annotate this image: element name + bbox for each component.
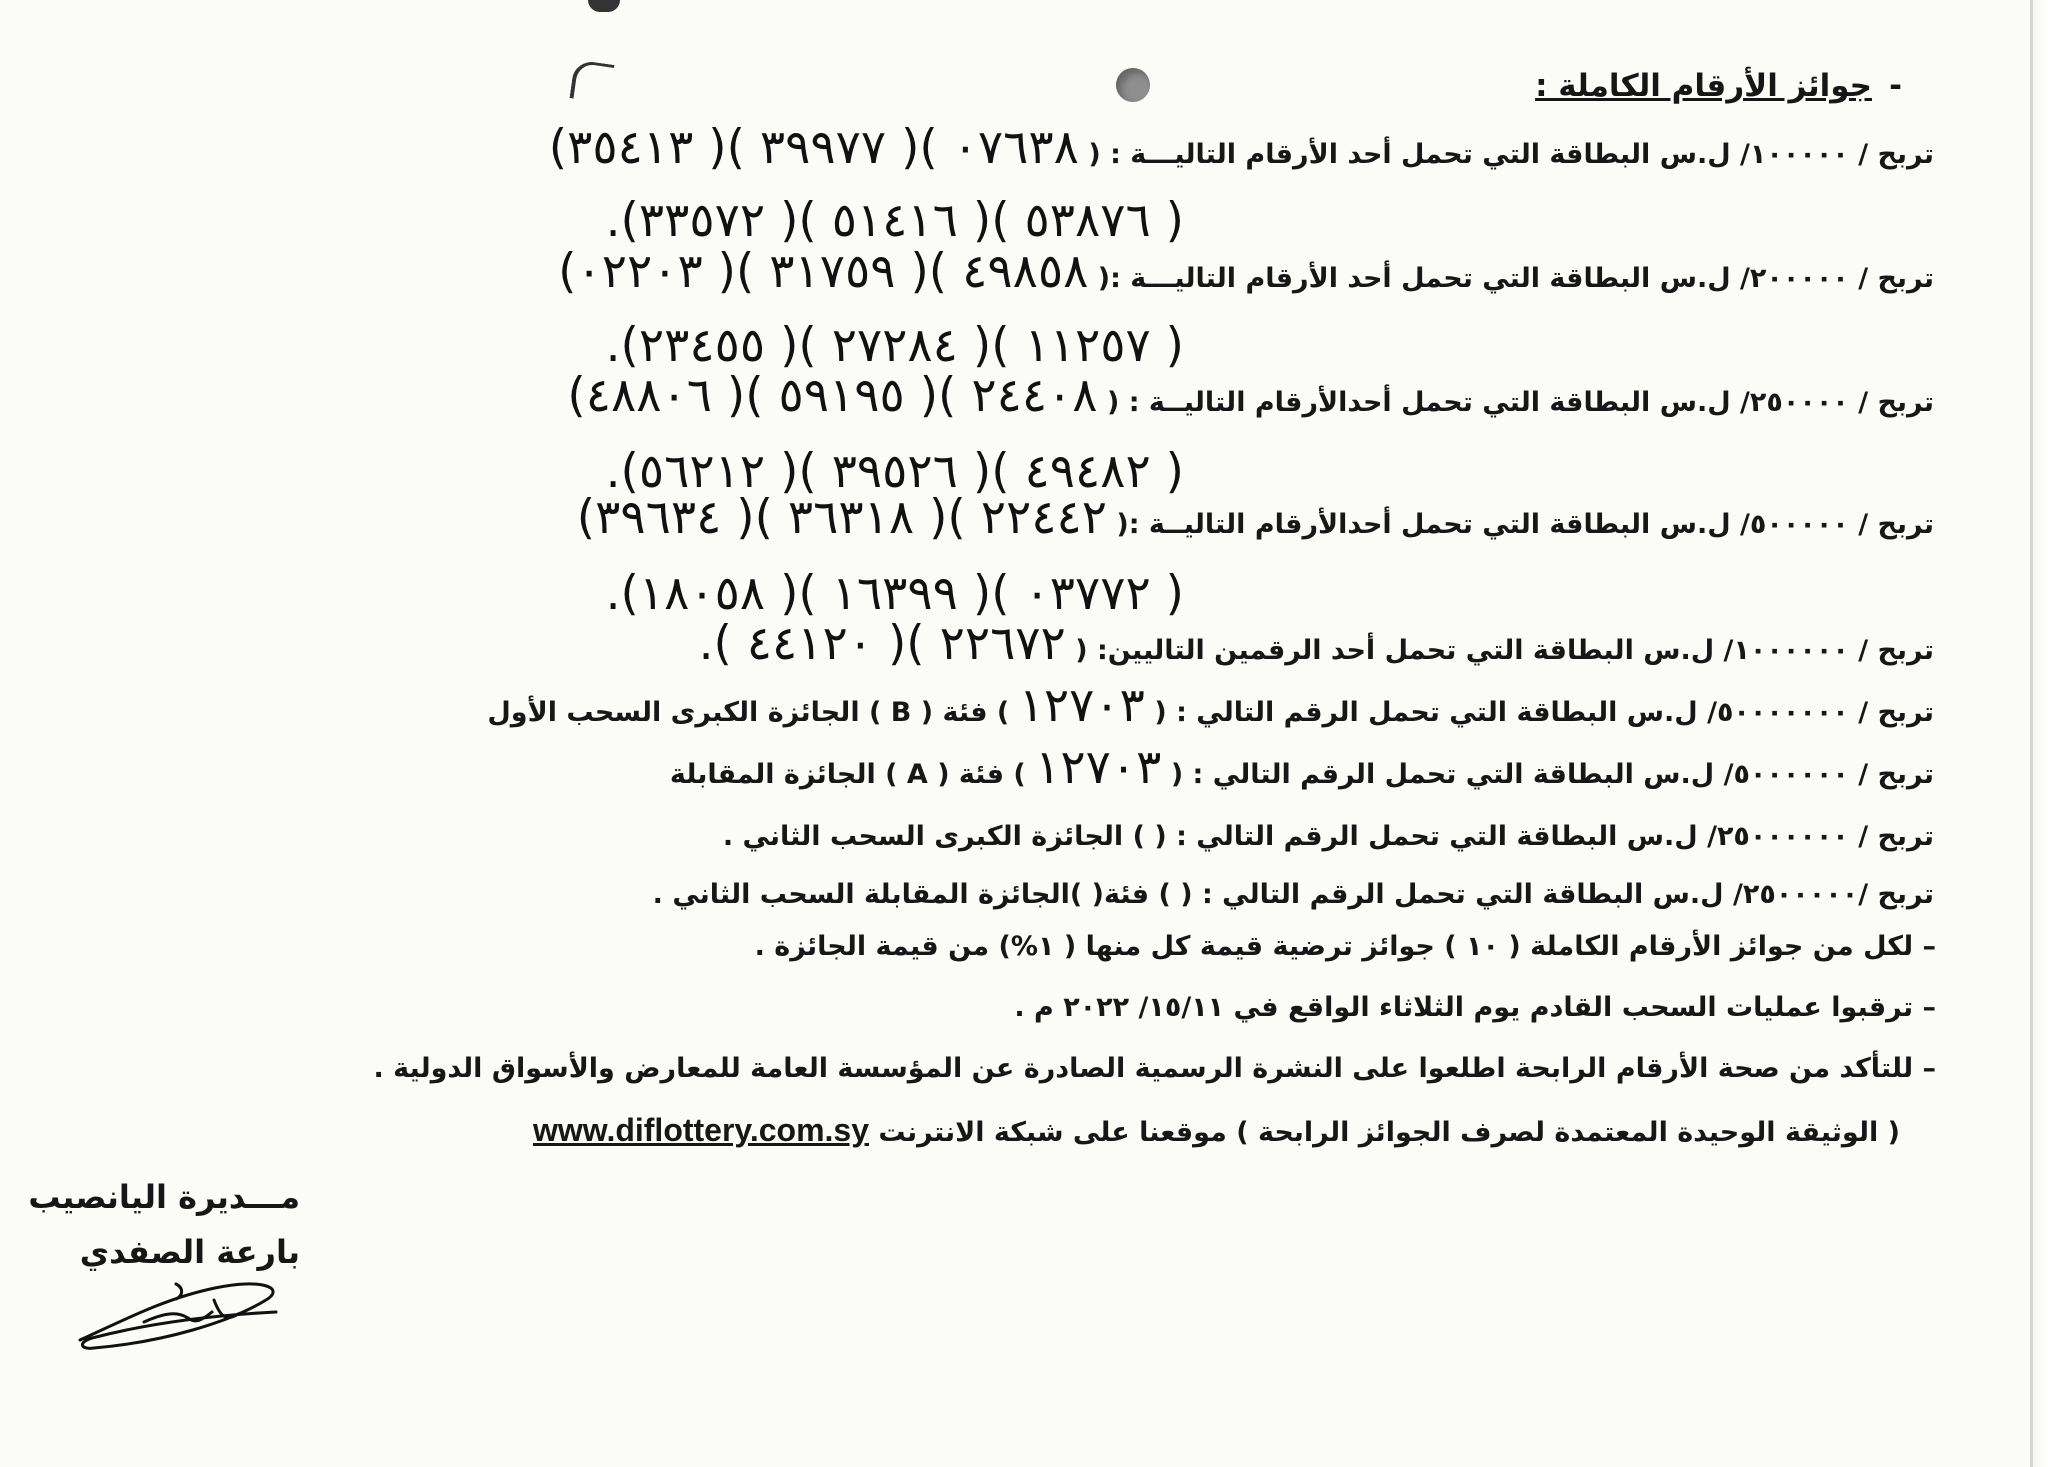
prize-text: تربح / ٢٥٠٠٠٠/ ل.س البطاقة التي تحمل أحدالأرقام التاليــة : (	[1106, 387, 1934, 418]
signature-icon	[72, 1270, 292, 1360]
handwritten-number: ١٢٧٠٣	[1035, 740, 1162, 795]
prize-text: تربح / ٢٥٠٠٠٠٠٠/ ل.س البطاقة التي تحمل الرقم التالي : (	[1154, 821, 1934, 852]
major-prize-first-draw	[487, 678, 1934, 735]
prize-text: تربح / ٢٠٠٠٠٠/ ل.س البطاقة التي تحمل أحد الأرقام التاليـــة :(	[1097, 263, 1934, 294]
prize-line-250000	[567, 368, 1934, 425]
website-link[interactable]: www.diflottery.com.sy	[532, 1112, 870, 1148]
handwritten-number: ١٢٧٠٣	[1018, 678, 1145, 733]
document-title: جوائز الأرقام الكاملة :	[1535, 68, 1872, 104]
prize-text: تربح /٢٥٠٠٠٠٠/ ل.س البطاقة التي تحمل الرقم التالي : (	[1180, 879, 1934, 910]
punch-hole-icon	[1116, 68, 1150, 102]
top-edge-mark	[588, 0, 620, 12]
online-note	[533, 1108, 1900, 1155]
title-dash: -	[1889, 68, 1902, 104]
prize-suffix: ) فئة ( A ) الجائزة المقابلة	[669, 759, 1026, 790]
second-draw-major-prize	[723, 808, 1934, 859]
winning-numbers-continued: ( ٥٣٨٧٦ )( ٥١٤١٦ )( ٣٣٥٧٢).	[605, 193, 1184, 248]
winning-numbers-continued: ( ٠٣٧٧٢ )( ١٦٣٩٩ )( ١٨٠٥٨).	[605, 566, 1184, 621]
prize-text: تربح / ٥٠٠٠٠٠/ ل.س البطاقة التي تحمل أحدالأرقام التاليــة :(	[1116, 509, 1934, 540]
winning-numbers: ٠٧٦٣٨ )( ٣٩٩٧٧ )( ٣٥٤١٣)	[548, 120, 1079, 175]
paper-curl-mark	[569, 59, 614, 103]
prize-line-100000	[548, 120, 1934, 177]
winning-numbers-continued: ( ١١٢٥٧ )( ٢٧٢٨٤ )( ٢٣٤٥٥).	[605, 318, 1184, 373]
prize-line-500000	[576, 490, 1934, 547]
winning-numbers: ٢٤٤٠٨ )( ٥٩١٩٥ )( ٤٨٨٠٦)	[567, 368, 1098, 423]
consolation-note: – لكل من جوائز الأرقام الكاملة ( ١٠ ) جوائز ترضية قيمة كل منها ( ١%) من قيمة الجائزة .	[754, 931, 1936, 962]
prize-line-1000000	[698, 616, 1934, 673]
prize-text: تربح / ٥٠٠٠٠٠٠٠/ ل.س البطاقة التي تحمل الرقم التالي : (	[1154, 697, 1934, 728]
prize-suffix: ) فئة( )الجائزة المقابلة السحب الثاني .	[652, 879, 1171, 910]
winning-numbers: ٢٢٤٤٢ )( ٣٦٣١٨ )( ٣٩٦٣٤)	[576, 490, 1107, 545]
winning-numbers-continued: ( ٤٩٤٨٢ )( ٣٩٥٢٦ )( ٥٦٢١٢).	[605, 444, 1184, 499]
prize-suffix: ) فئة ( B ) الجائزة الكبرى السحب الأول	[487, 697, 1010, 728]
winning-numbers: ٢٢٦٧٢ )( ٤٤١٢٠ ).	[698, 616, 1066, 671]
signature-name: بارعة الصفدي	[79, 1233, 300, 1271]
prize-text: تربح / ٥٠٠٠٠٠٠/ ل.س البطاقة التي تحمل الرقم التالي : (	[1170, 759, 1934, 790]
prize-suffix: ) الجائزة الكبرى السحب الثاني .	[722, 821, 1145, 852]
next-draw-note: – ترقبوا عمليات السحب القادم يوم الثلاثاء الواقع في ١٥/١١/ ٢٠٢٢ م .	[1014, 992, 1936, 1023]
matching-prize	[669, 740, 1934, 797]
prize-text: تربح / ١٠٠٠٠٠/ ل.س البطاقة التي تحمل أحد الأرقام التاليـــة : (	[1088, 139, 1934, 170]
winning-numbers: ٤٩٨٥٨ )( ٣١٧٥٩ )( ٠٢٢٠٣)	[558, 244, 1089, 299]
online-note-text: ( الوثيقة الوحيدة المعتمدة لصرف الجوائز الرابحة ) موقعنا على شبكة الانترنت	[878, 1117, 1900, 1148]
signature-title: مـــديرة اليانصيب	[28, 1178, 300, 1216]
second-draw-matching-prize	[653, 866, 1934, 917]
verification-note: – للتأكد من صحة الأرقام الرابحة اطلعوا على النشرة الرسمية الصادرة عن المؤسسة العامة للمعارض والأسواق الدولية .	[373, 1053, 1936, 1084]
prize-text: تربح / ١٠٠٠٠٠٠/ ل.س البطاقة التي تحمل أحد الرقمين التاليين: (	[1075, 635, 1934, 666]
prize-line-200000	[558, 244, 1934, 301]
